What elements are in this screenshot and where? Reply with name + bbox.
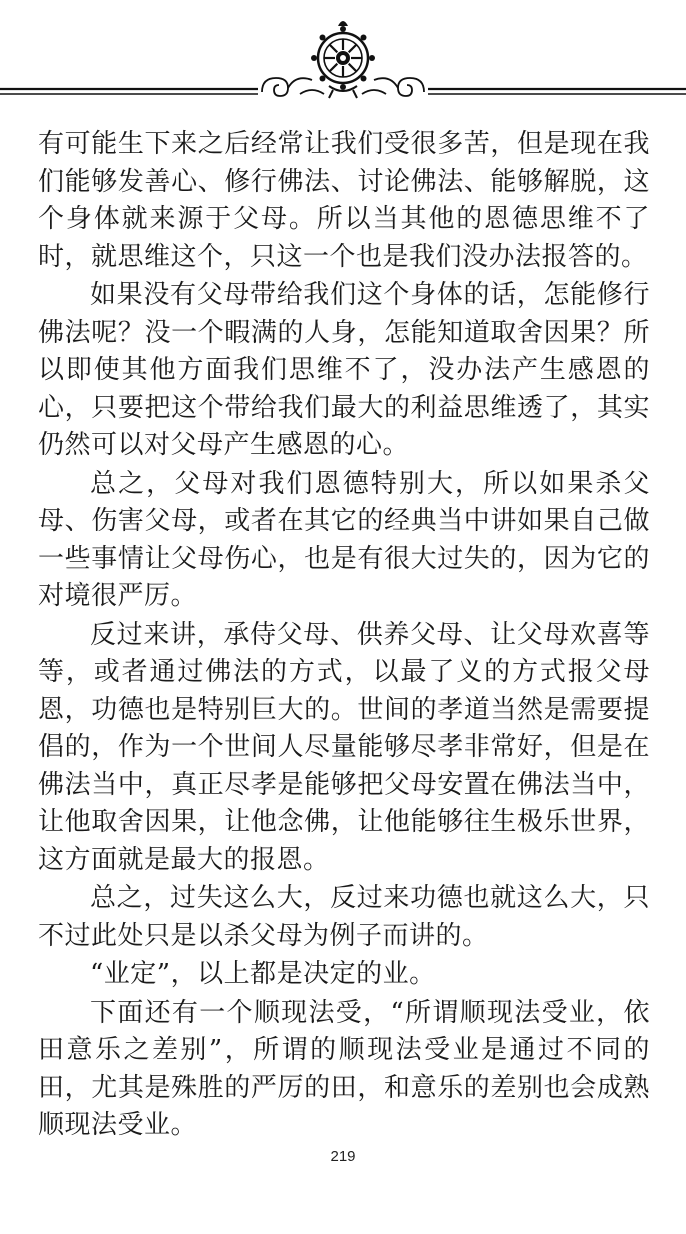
paragraph-4: 反过来讲，承侍父母、供养父母、让父母欢喜等等，或者通过佛法的方式，以最了义的方式报父母恩，功德也是特别巨大的。世间的孝道当然是需要提倡的，作为一个世间人尽量能够尽孝非常好，但是在佛法当中，真正尽孝是能够把父母安置在佛法当中，让他取舍因果，让他念佛，让他能够往生极乐世界，这方面就是最大的报恩。 <box>38 619 650 875</box>
paragraph-7: 下面还有一个顺现法受，“所谓顺现法受业，依田意乐之差别”，所谓的顺现法受业是通过不同的田，尤其是殊胜的严厉的田，和意乐的差别也会成熟顺现法受业。 <box>38 997 650 1140</box>
paragraph-1: 有可能生下来之后经常让我们受很多苦，但是现在我们能够发善心、修行佛法、讨论佛法、能够解脱，这个身体就来源于父母。所以当其他的恩德思维不了时，就思维这个，只这一个也是我们没办法报答的。 <box>38 129 650 272</box>
page-header <box>0 0 686 110</box>
paragraph-6: “业定”，以上都是决定的业。 <box>90 959 436 989</box>
main-text <box>38 126 650 1146</box>
paragraph-3: 总之，父母对我们恩德特别大，所以如果杀父母、伤害父母，或者在其它的经典当中讲如果自己做一些事情让父母伤心，也是有很大过失的，因为它的对境很严厉。 <box>38 468 650 611</box>
header-ornament <box>0 0 686 110</box>
paragraph-5: 总之，过失这么大，反过来功德也就这么大，只不过此处只是以杀父母为例子而讲的。 <box>38 883 650 951</box>
page-number: 219 <box>330 1148 356 1165</box>
paragraph-2: 如果没有父母带给我们这个身体的话，怎能修行佛法呢？没一个暇满的人身，怎能知道取舍因果？所以即使其他方面我们思维不了，没办法产生感恩的心，只要把这个带给我们最大的利益思维透了，其实仍然可以对父母产生感恩的心。 <box>38 280 650 460</box>
